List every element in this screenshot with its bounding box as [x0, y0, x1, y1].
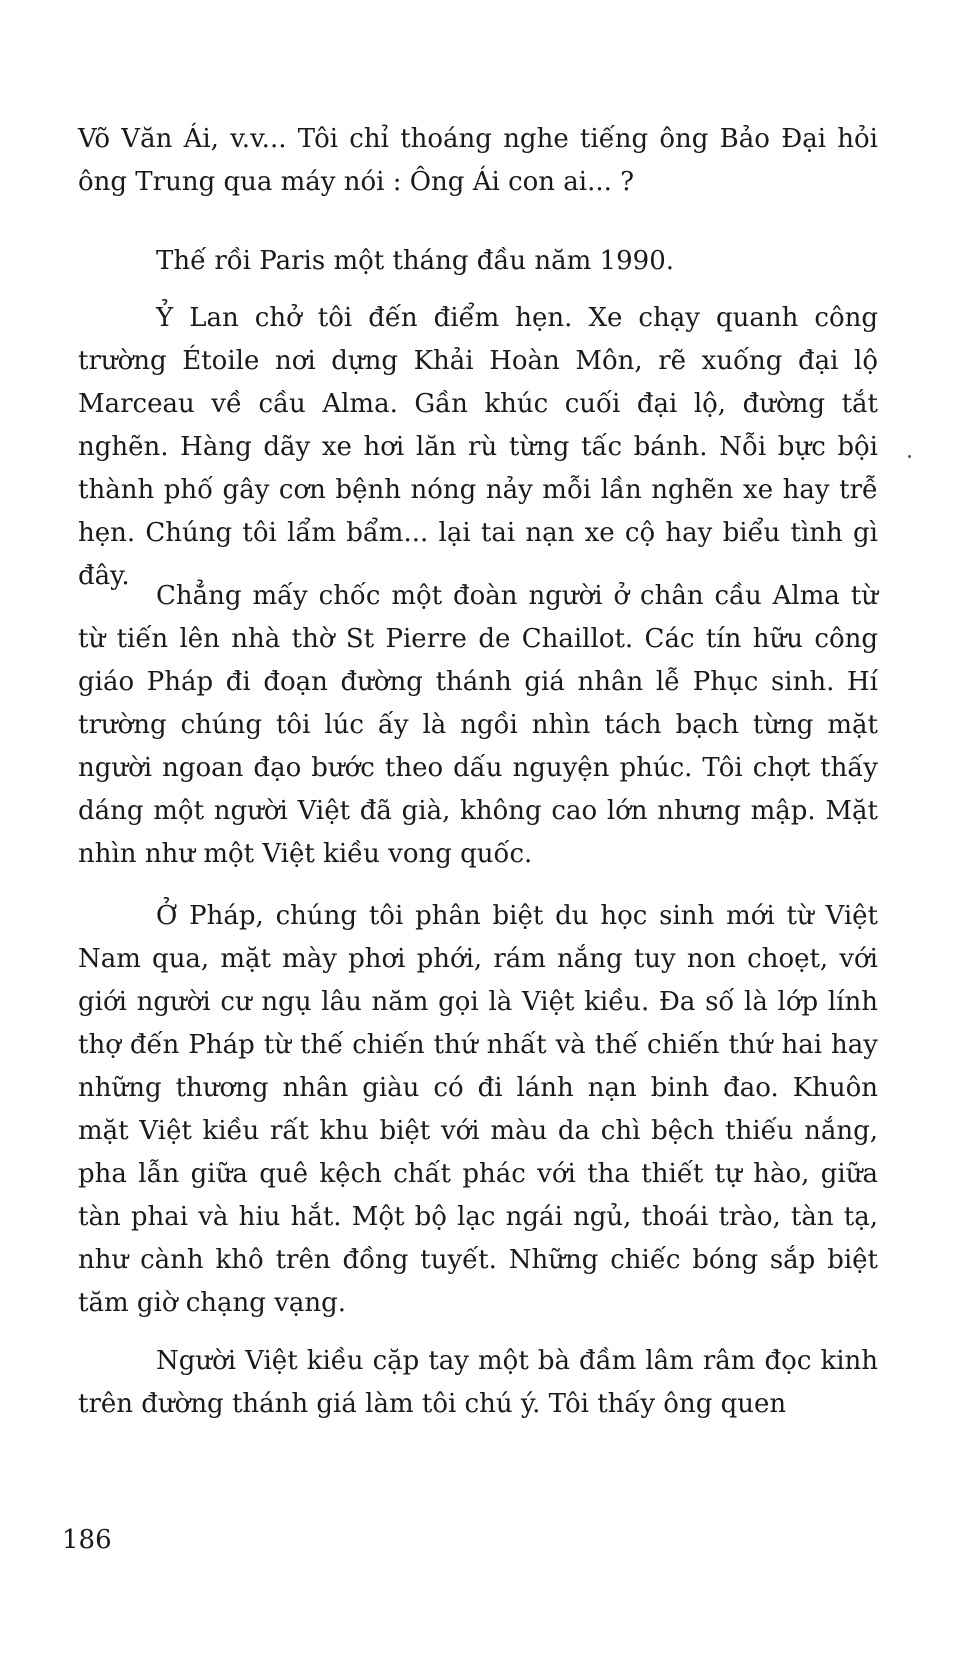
paragraph-old-man	[78, 1340, 878, 1426]
paragraph-viet-kieu	[78, 895, 878, 1325]
paragraph-procession	[78, 575, 878, 876]
paragraph-text: Người Việt kiều cặp tay một bà đầm lâm râm đọc kinh trên đường thánh giá làm tôi chú ý. Tôi thấy ông quen	[78, 1346, 878, 1419]
paragraph-traffic	[78, 297, 878, 598]
paragraph-text: Võ Văn Ái, v.v... Tôi chỉ thoáng nghe tiếng ông Bảo Đại hỏi ông Trung qua máy nói : Ông Ái con ai... ?	[78, 124, 878, 197]
paragraph-continuation	[78, 118, 878, 204]
page-number: 186	[62, 1525, 112, 1555]
paragraph-paris-1990	[78, 240, 878, 283]
paragraph-text: Thế rồi Paris một tháng đầu năm 1990.	[156, 246, 674, 276]
paragraph-text: Ỷ Lan chở tôi đến điểm hẹn. Xe chạy quanh công trường Étoile nơi dựng Khải Hoàn Môn, rẽ xuống đại lộ Marceau về cầu Alma. Gần khúc cuối đại lộ, đường tắt nghẽn. Hàng dãy xe hơi lăn rù từng tấc bánh. Nỗi bực bội thành phố gây cơn bệnh nóng nảy mỗi lần nghẽn xe hay trễ hẹn. Chúng tôi lẩm bẩm... lại tai nạn xe cộ hay biểu tình gì đây.	[78, 303, 878, 591]
paragraph-text: Ở Pháp, chúng tôi phân biệt du học sinh mới từ Việt Nam qua, mặt mày phơi phới, rám nắng tuy non choẹt, với giới người cư ngụ lâu năm gọi là Việt kiều. Đa số là lớp lính thợ đến Pháp từ thế chiến thứ nhất và thế chiến thứ hai hay những thương nhân giàu có đi lánh nạn binh đao. Khuôn mặt Việt kiều rất khu biệt với màu da chì bệch thiếu nắng, pha lẫn giữa quê kệch chất phác với tha thiết tự hào, giữa tàn phai và hiu hắt. Một bộ lạc ngái ngủ, thoái trào, tàn tạ, như cành khô trên đồng tuyết. Những chiếc bóng sắp biệt tăm giờ chạng vạng.	[78, 901, 878, 1318]
scan-speck	[908, 455, 911, 458]
paragraph-text: Chẳng mấy chốc một đoàn người ở chân cầu Alma từ từ tiến lên nhà thờ St Pierre de Chaillot. Các tín hữu công giáo Pháp đi đoạn đường thánh giá nhân lễ Phục sinh. Hí trường chúng tôi lúc ấy là ngồi nhìn tách bạch từng mặt người ngoan đạo bước theo dấu nguyện phúc. Tôi chợt thấy dáng một người Việt đã già, không cao lớn nhưng mập. Mặt nhìn như một Việt kiều vong quốc.	[78, 581, 878, 869]
